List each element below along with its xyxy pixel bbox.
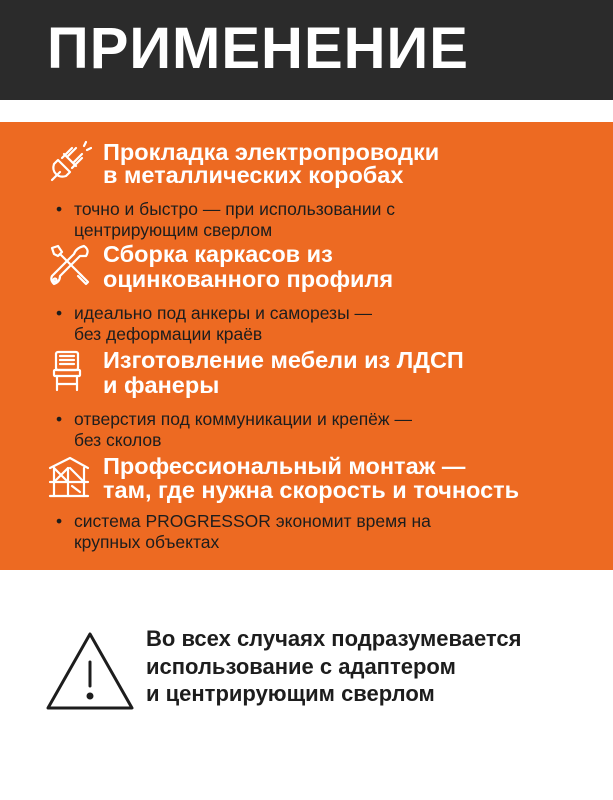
item-title-line1: Сборка каркасов из [103,241,333,267]
warning-triangle-icon [44,630,136,712]
note-line2: использование с адаптером [146,653,456,679]
header-bar [0,0,613,100]
item-desc-line2: без сколов [74,430,162,450]
bullet: • [56,199,63,219]
item-desc-line2: центрирующим сверлом [74,220,273,240]
item-title-line2: в металлических коробах [103,162,404,188]
note-line3: и центрирующим сверлом [146,681,435,706]
applications-panel [0,122,613,570]
item-desc-line1: система PROGRESSOR экономит время на [74,511,431,531]
item-title-line2: и фанеры [103,372,220,398]
item-title-line2: оцинкованного профиля [103,266,394,292]
item-title-line1: Профессиональный монтаж — [103,453,466,479]
note-line1: Во всех случаях подразумевается [146,626,522,651]
item-title-line1: Изготовление мебели из ЛДСП [103,347,464,373]
bullet: • [56,303,63,323]
chair-icon [46,348,92,394]
item-title-line2: там, где нужна скорость и точность [103,477,520,503]
electric-plug-icon [46,138,92,184]
adapter-note [146,625,606,708]
bullet: • [56,409,63,429]
item-desc-line1: точно и быстро — при использовании с [74,199,395,219]
header-gap [0,100,613,122]
wrench-screwdriver-icon [46,242,92,288]
scaffolding-icon [46,454,92,500]
item-title-line1: Прокладка электропроводки [103,139,440,165]
bullet: • [56,511,63,531]
item-desc-line2: без деформации краёв [74,324,263,344]
item-desc-line1: идеально под анкеры и саморезы — [74,303,373,323]
item-desc-line1: отверстия под коммуникации и крепёж — [74,409,412,429]
item-desc-line2: крупных объектах [74,532,220,552]
page-title: ПРИМЕНЕНИЕ [47,16,469,81]
